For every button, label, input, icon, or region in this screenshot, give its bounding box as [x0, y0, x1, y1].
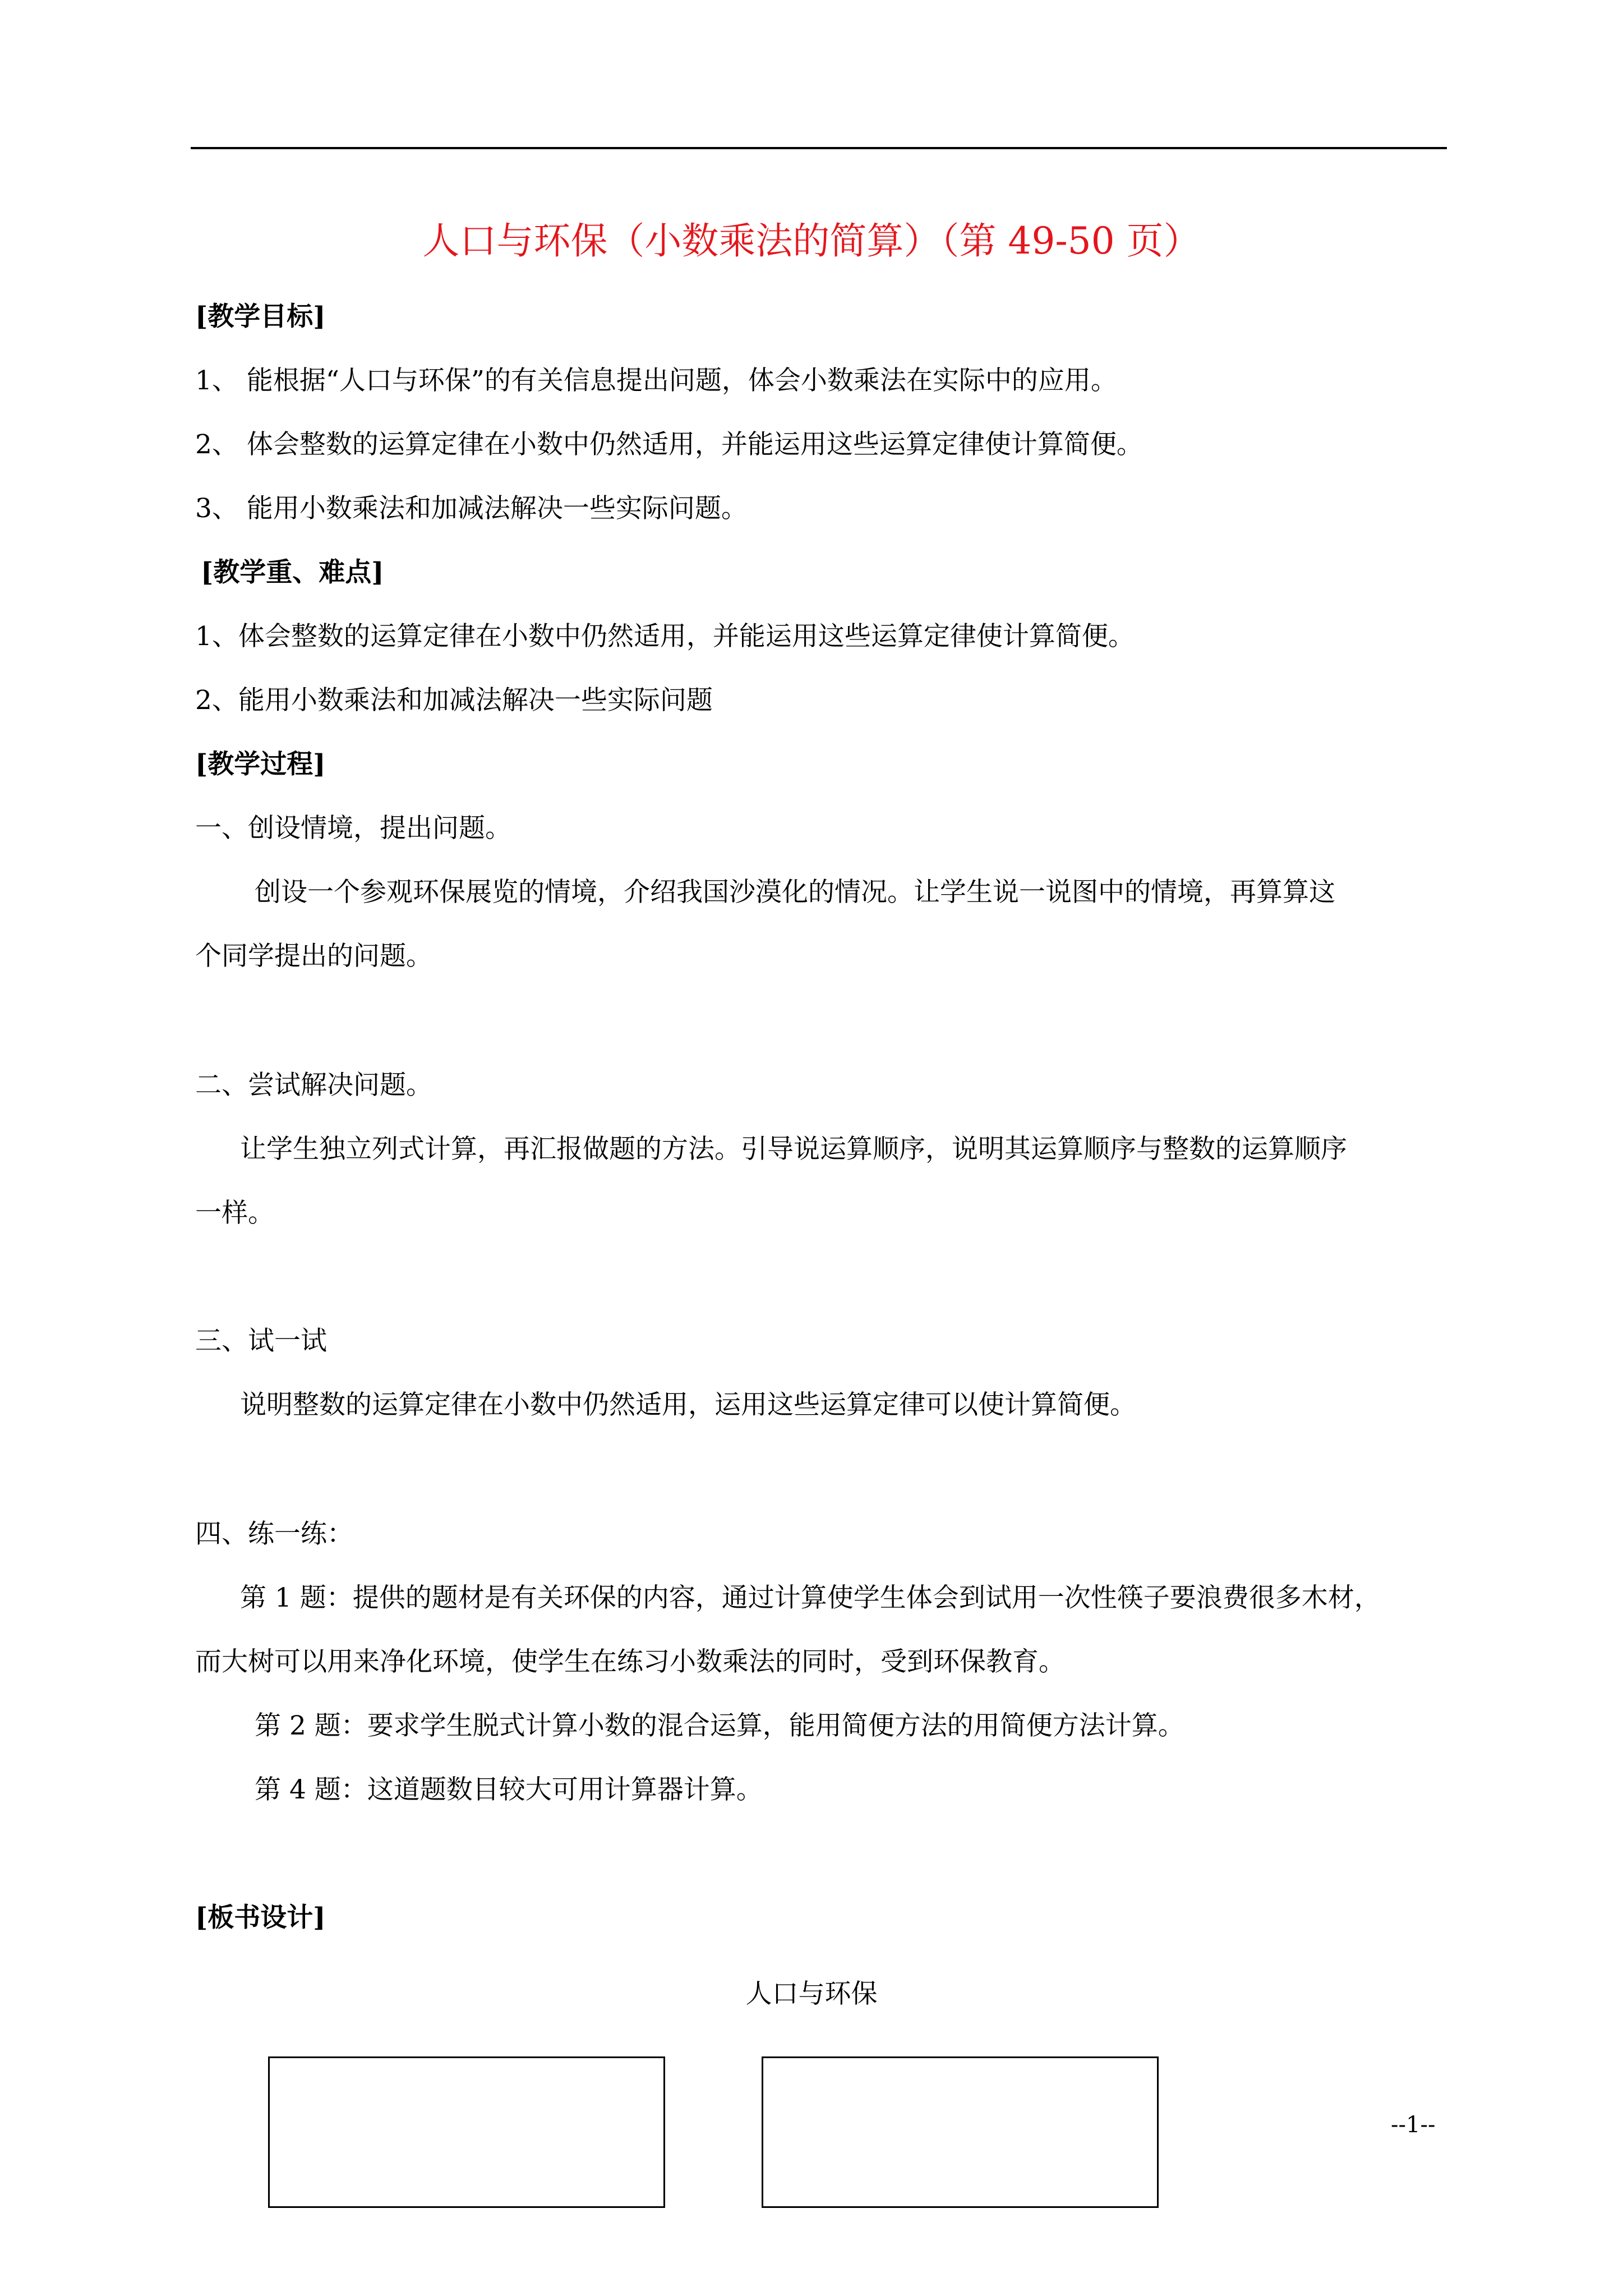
objective-item-1: 1、 能根据“人口与环保”的有关信息提出问题，体会小数乘法在实际中的应用。: [195, 365, 1117, 396]
step2-body-line1: 让学生独立列式计算，再汇报做题的方法。引导说运算顺序，说明其运算顺序与整数的运算顺序: [240, 1134, 1347, 1165]
step1-title: 一、创设情境，提出问题。: [195, 813, 511, 844]
step3-body-line1: 说明整数的运算定律在小数中仍然适用，运用这些运算定律可以使计算简便。: [240, 1389, 1136, 1420]
step4-q1-line1: 第 1 题：提供的题材是有关环保的内容，通过计算使学生体会到试用一次性筷子要浪费很多木材，: [240, 1582, 1381, 1613]
header-rule: [191, 147, 1447, 149]
board-heading: [板书设计]: [195, 1902, 326, 1933]
key-point-item-1: 1、体会整数的运算定律在小数中仍然适用，并能运用这些运算定律使计算简便。: [195, 621, 1135, 652]
objectives-heading: [教学目标]: [195, 301, 326, 332]
step4-q4: 第 4 题：这道题数目较大可用计算器计算。: [255, 1774, 763, 1805]
objective-item-3: 3、 能用小数乘法和加减法解决一些实际问题。: [195, 493, 748, 524]
board-box-left: [268, 2056, 665, 2208]
page-number: --1--: [1391, 2112, 1436, 2138]
board-box-right: [762, 2056, 1159, 2208]
step3-title: 三、试一试: [195, 1326, 327, 1356]
step4-q1-line2: 而大树可以用来净化环境，使学生在练习小数乘法的同时，受到环保教育。: [195, 1646, 1065, 1677]
key-points-heading: [教学重、难点]: [201, 557, 384, 588]
key-point-item-2: 2、能用小数乘法和加减法解决一些实际问题: [195, 685, 713, 716]
board-title: 人口与环保: [745, 1978, 878, 2009]
document-title: 人口与环保（小数乘法的简算）（第 49-50 页）: [422, 219, 1201, 263]
step2-body-line2: 一样。: [195, 1198, 274, 1228]
process-heading: [教学过程]: [195, 749, 326, 780]
step1-body-line2: 个同学提出的问题。: [195, 941, 432, 972]
step4-q2: 第 2 题：要求学生脱式计算小数的混合运算，能用简便方法的用简便方法计算。: [255, 1710, 1184, 1741]
step2-title: 二、尝试解决问题。: [195, 1070, 432, 1101]
objective-item-2: 2、 体会整数的运算定律在小数中仍然适用，并能运用这些运算定律使计算简便。: [195, 429, 1143, 460]
step4-title: 四、练一练：: [195, 1519, 353, 1549]
step1-body-line1: 创设一个参观环保展览的情境，介绍我国沙漠化的情况。让学生说一说图中的情境，再算算这: [255, 877, 1335, 908]
